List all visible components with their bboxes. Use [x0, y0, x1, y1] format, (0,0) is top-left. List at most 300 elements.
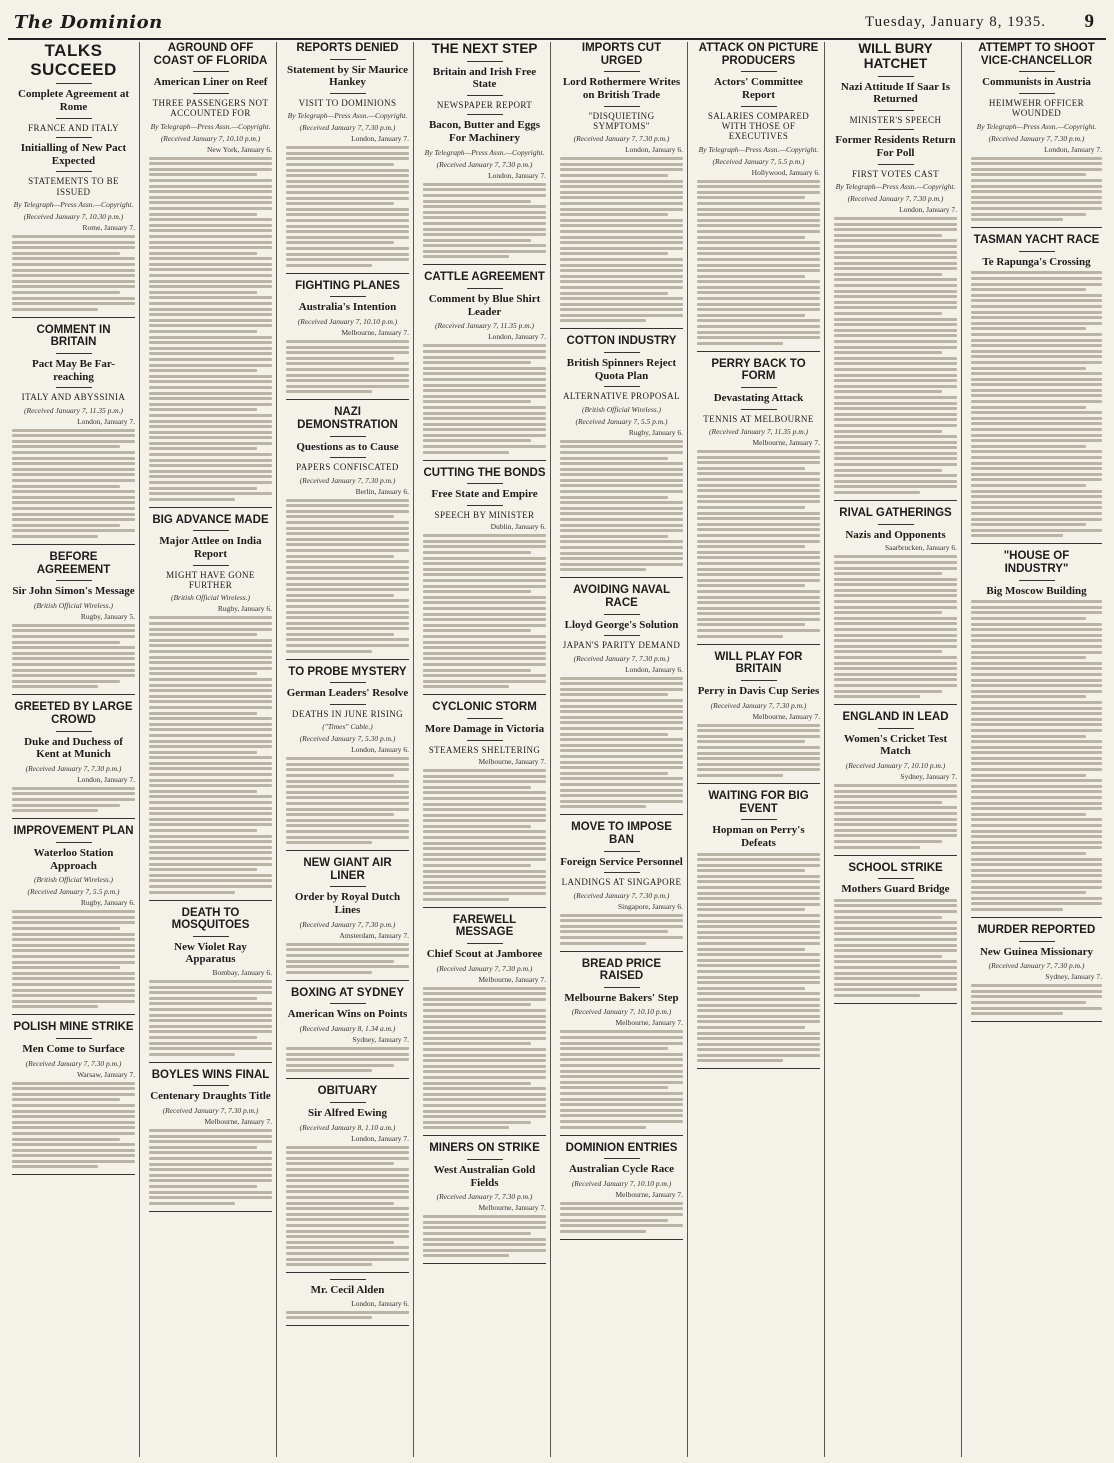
story-dateline: London, January 6. [625, 664, 683, 674]
story-headline: SCHOOL STRIKE [848, 861, 943, 874]
story-dateline: Rugby, January 6. [80, 898, 135, 908]
story-subheadline: American Wins on Points [287, 1008, 408, 1021]
deck-separator [604, 106, 640, 107]
story-dateline: Melbourne, January 7. [615, 1189, 683, 1199]
story-received-time: (Received January 7, 7.30 p.m.) [573, 890, 670, 900]
deck-separator [467, 95, 503, 96]
column-8 [967, 42, 1106, 1457]
deck-separator [330, 1003, 366, 1004]
story-divider [423, 264, 546, 265]
news-story [560, 821, 683, 951]
story-subheadline: HEIMWEHR OFFICER WOUNDED [988, 97, 1085, 119]
story-received-time: (Received January 7, 10.10 p.m.) [571, 1178, 672, 1188]
news-story [286, 987, 409, 1080]
news-story [149, 514, 272, 901]
story-dateline: London, January 6. [351, 1298, 409, 1308]
deck-separator [193, 936, 229, 937]
story-byline: By Telegraph—Press Assn.—Copyright. [835, 181, 956, 191]
deck-separator [56, 118, 92, 119]
story-dateline: Dublin, January 6. [490, 522, 546, 532]
deck-separator [56, 387, 92, 388]
story-received-time: (Received January 7, 5.5 p.m.) [712, 156, 805, 166]
story-subheadline: LANDINGS AT SINGAPORE [561, 877, 682, 888]
story-received-time: (Received January 7, 7.30 p.m.) [25, 1058, 122, 1068]
story-subheadline: Mothers Guard Bridge [841, 883, 950, 896]
story-body-text [560, 677, 683, 809]
news-story [834, 42, 957, 501]
story-dateline: Rugby, January 6. [217, 604, 272, 614]
story-received-time: (Received January 7, 7.30 p.m.) [299, 919, 396, 929]
story-divider [12, 544, 135, 545]
deck-separator [330, 457, 366, 458]
story-body-text [423, 183, 546, 259]
story-divider [971, 543, 1102, 544]
story-headline: BIG ADVANCE MADE [152, 513, 269, 526]
story-received-time: (Received January 7, 7.30 p.m.) [25, 763, 122, 773]
story-byline: (British Official Wireless.) [33, 875, 114, 885]
news-story [423, 271, 546, 460]
story-subheadline: NEWSPAPER REPORT [436, 100, 533, 111]
deck-separator [1019, 580, 1055, 581]
story-body-text [149, 980, 272, 1056]
deck-separator [878, 878, 914, 879]
story-body-text [971, 984, 1102, 1015]
deck-separator [604, 71, 640, 72]
story-headline: MOVE TO IMPOSE BAN [571, 821, 672, 846]
story-divider [423, 1263, 546, 1264]
story-headline: DOMINION ENTRIES [565, 1141, 678, 1154]
story-headline: GREETED BY LARGE CROWD [14, 701, 133, 726]
story-body-text [12, 624, 135, 689]
deck-separator [467, 718, 503, 719]
story-body-text [286, 943, 409, 974]
story-headline: BEFORE AGREEMENT [36, 550, 111, 576]
news-story [971, 42, 1102, 228]
column-3 [282, 42, 414, 1457]
story-body-text [149, 616, 272, 893]
news-story [12, 701, 135, 819]
story-dateline: Rugby, January 5. [80, 611, 135, 621]
deck-separator [193, 1085, 229, 1086]
news-story [423, 467, 546, 696]
story-headline: IMPORTS CUT URGED [581, 42, 662, 67]
deck-separator [330, 93, 366, 94]
story-received-time: (Received January 7, 5.30 p.m.) [299, 734, 396, 744]
deck-separator [741, 106, 777, 107]
deck-separator [193, 93, 229, 94]
story-body-text [423, 1215, 546, 1257]
story-divider [12, 694, 135, 695]
story-dateline: Rome, January 7. [82, 222, 135, 232]
deck-separator [56, 580, 92, 581]
story-body-text [423, 534, 546, 688]
story-received-time: (Received January 7, 7.30 p.m.) [299, 475, 396, 485]
deck-separator [1019, 941, 1055, 942]
story-dateline: London, January 7. [351, 134, 409, 144]
story-headline: ATTEMPT TO SHOOT VICE-CHANCELLOR [978, 42, 1095, 67]
story-subheadline: Complete Agreement at Rome [18, 88, 129, 114]
deck-separator [1019, 71, 1055, 72]
story-headline: CATTLE AGREEMENT [424, 271, 545, 284]
story-subheadline: Pact May Be Far-reaching [32, 357, 115, 383]
news-story [12, 1021, 135, 1175]
story-headline: BOXING AT SYDNEY [290, 986, 405, 999]
story-headline: FAREWELL MESSAGE [452, 913, 517, 939]
story-subheadline: Te Rapunga's Crossing [982, 255, 1091, 268]
story-dateline: Singapore, January 6. [618, 901, 683, 911]
deck-separator [330, 682, 366, 683]
story-dateline: Amsterdam, January 7. [339, 930, 409, 940]
story-received-time: (Received January 7, 7.30 p.m.) [988, 133, 1085, 143]
story-received-time: (Received January 7, 10.10 p.m.) [845, 761, 946, 771]
story-divider [149, 900, 272, 901]
story-divider [12, 317, 135, 318]
news-story [149, 42, 272, 508]
story-headline: DEATH TO MOSQUITOES [171, 906, 250, 932]
column-5 [556, 42, 688, 1457]
deck-separator [467, 1159, 503, 1160]
story-body-text [560, 914, 683, 945]
story-dateline: Sydney, January 7. [900, 772, 957, 782]
story-headline: AVOIDING NAVAL RACE [572, 584, 671, 610]
story-body-text [834, 217, 957, 494]
story-subheadline: American Liner on Reef [153, 76, 268, 89]
story-subheadline: TENNIS AT MELBOURNE [703, 413, 814, 424]
story-body-text [286, 1047, 409, 1072]
deck-separator [56, 842, 92, 843]
story-subheadline: Waterloo Station Approach [33, 846, 114, 872]
story-body-text [423, 344, 546, 453]
story-subheadline: German Leaders' Resolve [286, 687, 409, 700]
deck-separator [193, 71, 229, 72]
deck-separator [604, 851, 640, 852]
story-subheadline: ALTERNATIVE PROPOSAL [563, 391, 680, 402]
news-story [560, 42, 683, 329]
deck-separator [878, 110, 914, 111]
story-headline: MINERS ON STRIKE [429, 1142, 540, 1155]
story-subheadline: Order by Royal Dutch Lines [294, 891, 401, 917]
masthead [8, 6, 1106, 40]
news-story [149, 907, 272, 1063]
story-headline: "HOUSE OF INDUSTRY" [1003, 550, 1070, 575]
story-headline: COTTON INDUSTRY [566, 335, 677, 348]
story-divider [423, 460, 546, 461]
story-dateline: Hollywood, January 6. [751, 167, 820, 177]
story-received-time: (Received January 7, 7.30 p.m.) [436, 1192, 533, 1202]
story-received-time: (Received January 7, 10.10 p.m.) [297, 317, 398, 327]
deck-separator [467, 740, 503, 741]
story-headline: ATTACK ON PICTURE PRODUCERS [698, 42, 819, 67]
deck-separator [56, 1038, 92, 1039]
deck-separator [741, 71, 777, 72]
deck-separator [604, 987, 640, 988]
news-story [286, 857, 409, 981]
story-received-time: (Received January 7, 7.30 p.m.) [436, 963, 533, 973]
columns-area [8, 42, 1106, 1457]
deck-separator [56, 353, 92, 354]
story-divider [12, 1014, 135, 1015]
story-headline: COMMENT IN BRITAIN [36, 323, 111, 349]
deck-separator [330, 1279, 366, 1280]
story-headline: WILL PLAY FOR BRITAIN [714, 650, 803, 676]
story-subheadline: Questions as to Cause [296, 440, 399, 453]
story-subheadline: MIGHT HAVE GONE FURTHER [166, 569, 255, 591]
deck-separator [741, 387, 777, 388]
deck-separator [878, 76, 914, 77]
news-story [971, 550, 1102, 918]
news-story [149, 1069, 272, 1212]
story-body-text [560, 1030, 683, 1128]
news-story [560, 335, 683, 578]
news-story [423, 914, 546, 1137]
story-divider [971, 917, 1102, 918]
story-subheadline: Lord Rothermere Writes on British Trade [562, 76, 681, 101]
story-received-time: (Received January 7, 10.10 p.m.) [571, 1007, 672, 1017]
story-body-text [697, 724, 820, 777]
story-subheadline: JAPAN'S PARITY DEMAND [562, 640, 681, 651]
news-story [286, 666, 409, 852]
story-dateline: Sydney, January 7. [1045, 972, 1102, 982]
story-subheadline: Women's Cricket Test Match [843, 732, 948, 758]
story-divider [560, 1135, 683, 1136]
story-divider [149, 1211, 272, 1212]
deck-separator [330, 886, 366, 887]
deck-separator [56, 171, 92, 172]
deck-separator [878, 164, 914, 165]
story-divider [697, 644, 820, 645]
story-received-time: (Received January 7, 5.5 p.m.) [27, 887, 120, 897]
story-divider [286, 1325, 409, 1326]
story-divider [560, 814, 683, 815]
story-divider [12, 818, 135, 819]
story-byline: (British Official Wireless.) [581, 404, 662, 414]
story-divider [286, 273, 409, 274]
story-headline: BREAD PRICE RAISED [581, 957, 662, 983]
story-body-text [834, 784, 957, 849]
deck-separator [467, 483, 503, 484]
story-dateline: Sydney, January 7. [352, 1035, 409, 1044]
deck-separator [604, 1158, 640, 1159]
story-received-time: (Received January 8, 1.10 a.m.) [299, 1122, 396, 1132]
story-subheadline: Lloyd George's Solution [564, 618, 679, 631]
story-subheadline: Major Attlee on India Report [159, 535, 262, 561]
story-body-text [286, 146, 409, 266]
story-divider [149, 507, 272, 508]
story-body-text [423, 987, 546, 1130]
story-divider [697, 783, 820, 784]
story-headline: PERRY BACK TO FORM [711, 357, 806, 383]
story-headline: OBITUARY [317, 1085, 378, 1098]
story-subheadline: Melbourne Bakers' Step [564, 991, 679, 1004]
story-body-text [12, 429, 135, 538]
story-divider [560, 951, 683, 952]
paper-name: The Dominion [14, 12, 163, 33]
story-divider [286, 659, 409, 660]
story-body-text [12, 235, 135, 311]
story-divider [697, 1068, 820, 1069]
deck-separator [878, 728, 914, 729]
story-dateline: Melbourne, January 7. [478, 1203, 546, 1213]
story-headline: NAZI DEMONSTRATION [297, 406, 398, 431]
story-body-text [12, 1082, 135, 1169]
news-story [834, 711, 957, 855]
story-divider [834, 704, 957, 705]
story-divider [286, 850, 409, 851]
story-dateline: London, January 6. [351, 745, 409, 755]
story-subheadline: Communists in Austria [982, 76, 1091, 89]
story-subheadline: SALARIES COMPARED WITH THOSE OF EXECUTIVES [707, 110, 810, 142]
story-dateline: Saarbrucken, January 6. [884, 543, 957, 553]
story-subheadline: Devastating Attack [713, 392, 804, 405]
story-received-time: (Received January 7, 7.30 p.m.) [436, 159, 533, 169]
story-dateline: London, January 7. [488, 170, 546, 180]
story-dateline: London, January 7. [488, 332, 546, 342]
deck-separator [467, 61, 503, 62]
story-subheadline: SPEECH BY MINISTER [434, 509, 535, 520]
story-headline: ENGLAND IN LEAD [842, 711, 949, 724]
story-headline: FIGHTING PLANES [295, 279, 400, 292]
story-body-text [560, 157, 683, 322]
story-subheadline: ITALY AND ABYSSINIA [21, 392, 126, 403]
deck-separator [604, 635, 640, 636]
news-story [12, 42, 135, 318]
story-subheadline: Foreign Service Personnel [560, 855, 683, 868]
story-headline: CUTTING THE BONDS [423, 466, 546, 479]
story-received-time: (Received January 7, 7.30 p.m.) [162, 1106, 259, 1116]
news-story [12, 551, 135, 695]
deck-separator [56, 731, 92, 732]
deck-separator [56, 137, 92, 138]
story-divider [286, 1078, 409, 1079]
deck-separator [604, 386, 640, 387]
story-byline: By Telegraph—Press Assn.—Copyright. [150, 121, 271, 131]
story-divider [12, 1174, 135, 1175]
story-headline: NEW GIANT AIR LINER [303, 857, 392, 882]
story-headline: TALKS SUCCEED [30, 42, 117, 79]
story-body-text [12, 910, 135, 1008]
story-dateline: Melbourne, January 7. [204, 1117, 272, 1127]
story-subheadline: Former Residents Return For Poll [835, 134, 956, 159]
story-subheadline: Centenary Draughts Title [150, 1090, 271, 1103]
story-subheadline: New Violet Ray Apparatus [174, 940, 247, 966]
story-dateline: London, January 7. [1044, 144, 1102, 154]
deck-separator [741, 819, 777, 820]
story-subheadline: Statement by Sir Maurice Hankey [286, 63, 409, 89]
story-headline: CYCLONIC STORM [432, 701, 537, 714]
story-subheadline: DEATHS IN JUNE RISING [291, 708, 404, 719]
news-story [286, 1279, 409, 1326]
story-divider [834, 500, 957, 501]
story-body-text [286, 1146, 409, 1266]
deck-separator [56, 83, 92, 84]
story-body-text [697, 853, 820, 1063]
story-subheadline: MINISTER'S SPEECH [849, 114, 942, 125]
story-subheadline: Sir Alfred Ewing [307, 1107, 388, 1120]
news-story [560, 584, 683, 815]
story-subheadline: New Guinea Missionary [979, 945, 1094, 958]
story-subheadline: Perry in Davis Cup Series [697, 684, 820, 697]
story-subheadline: STEAMERS SHELTERING [428, 744, 541, 755]
story-received-time: (Received January 7, 7.30 p.m.) [299, 123, 396, 133]
story-byline: By Telegraph—Press Assn.—Copyright. [698, 144, 819, 154]
story-subheadline: Hopman on Perry's Defeats [712, 824, 805, 849]
deck-separator [330, 296, 366, 297]
story-headline: IMPROVEMENT PLAN [13, 825, 134, 838]
column-4 [419, 42, 551, 1457]
story-received-time: (Received January 7, 11.35 p.m.) [709, 427, 808, 437]
story-headline: BOYLES WINS FINAL [151, 1068, 270, 1081]
story-received-time: (Received January 7, 5.5 p.m.) [575, 416, 668, 426]
deck-separator [467, 505, 503, 506]
news-story [834, 862, 957, 1004]
story-subheadline: Big Moscow Building [986, 584, 1087, 597]
story-dateline: Bombay, January 6. [212, 968, 272, 978]
story-body-text [971, 271, 1102, 537]
story-subheadline: Actors' Committee Report [714, 76, 803, 101]
story-body-text [286, 757, 409, 844]
story-subheadline: THREE PASSENGERS NOT ACCOUNTED FOR [152, 97, 269, 119]
news-story [423, 1142, 546, 1264]
story-subheadline: Australian Cycle Race [568, 1163, 675, 1176]
deck-separator [467, 943, 503, 944]
story-divider [423, 694, 546, 695]
story-body-text [423, 769, 546, 901]
story-body-text [286, 340, 409, 393]
column-7 [830, 42, 962, 1457]
story-divider [834, 855, 957, 856]
story-divider [286, 980, 409, 981]
story-received-time: (Received January 7, 11.35 p.m.) [24, 405, 123, 415]
news-story [971, 234, 1102, 544]
story-body-text [12, 787, 135, 812]
story-subheadline: "DISQUIETING SYMPTOMS" [588, 110, 655, 131]
story-headline: POLISH MINE STRIKE [13, 1021, 134, 1034]
column-2 [145, 42, 277, 1457]
story-byline: By Telegraph—Press Assn.—Copyright. [424, 147, 545, 157]
story-divider [560, 1239, 683, 1240]
news-story [12, 324, 135, 545]
story-received-time: (Received January 7, 7.30 p.m.) [988, 961, 1085, 971]
story-subheadline: Duke and Duchess of Kent at Munich [24, 735, 123, 761]
story-body-text [834, 555, 957, 698]
story-dateline: London, January 7. [351, 1133, 409, 1143]
news-story [286, 42, 409, 274]
story-dateline: Berlin, January 6. [355, 486, 409, 496]
story-received-time: (Received January 7, 7.30 p.m.) [710, 700, 807, 710]
deck-separator [604, 352, 640, 353]
story-body-text [697, 180, 820, 345]
news-story [834, 507, 957, 705]
story-subheadline: Nazi Attitude If Saar Is Returned [840, 80, 951, 106]
story-headline: RIVAL GATHERINGS [839, 507, 952, 520]
story-byline: ("Times" Cable.) [322, 722, 373, 732]
story-divider [286, 399, 409, 400]
story-divider [834, 1003, 957, 1004]
news-story [286, 280, 409, 401]
story-subheadline: West Australian Gold Fields [433, 1164, 536, 1189]
story-divider [971, 227, 1102, 228]
deck-separator [330, 59, 366, 60]
story-divider [560, 577, 683, 578]
story-subheadline: More Damage in Victoria [424, 722, 545, 735]
story-dateline: London, January 6. [625, 145, 683, 155]
story-dateline: New York, January 6. [207, 144, 272, 154]
story-subheadline: STATEMENTS TO BE ISSUED [28, 176, 119, 197]
deck-separator [193, 530, 229, 531]
deck-separator [878, 524, 914, 525]
story-headline: WAITING FOR BIG EVENT [708, 789, 809, 815]
story-subheadline: Initialling of New Pact Expected [20, 142, 127, 167]
